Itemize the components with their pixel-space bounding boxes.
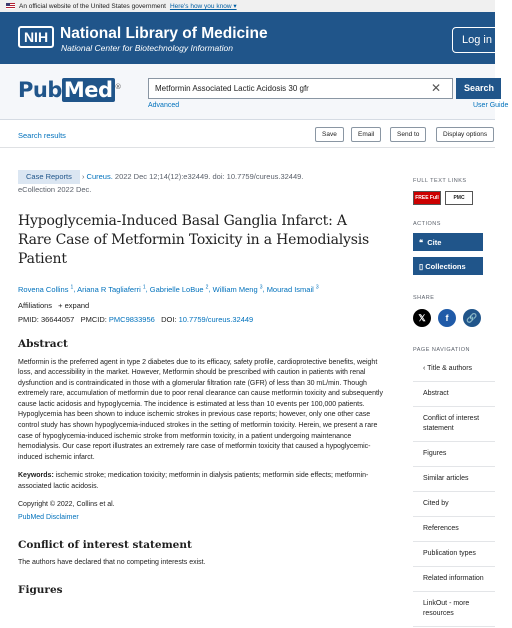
pubmed-logo[interactable] <box>18 78 121 102</box>
author-link[interactable]: Rovena Collins $^1$ <box>18 284 74 294</box>
nlm-header <box>0 12 495 64</box>
nav-abstract[interactable]: Abstract <box>413 382 495 407</box>
us-flag-icon <box>6 3 15 9</box>
author-link[interactable]: Ariana R Tagliaferri $^1$ <box>77 284 146 294</box>
pubmed-logo-pub: Pub <box>18 78 62 102</box>
nav-publication-types[interactable]: Publication types <box>413 542 495 567</box>
nav-linkout[interactable]: LinkOut - more resources <box>413 592 495 627</box>
article-toolbar <box>0 120 495 148</box>
cite-button[interactable] <box>413 233 483 251</box>
send-to-button[interactable]: Send to <box>390 127 426 142</box>
facebook-icon[interactable]: f <box>438 309 456 327</box>
page-navigation-heading: PAGE NAVIGATION <box>413 347 471 353</box>
clear-search-icon[interactable]: ✕ <box>431 81 442 95</box>
keywords-text: ischemic stroke; medication toxicity; metformin in dialysis patients; metformin side effects; metformin-associated lactic acidosis. <box>18 472 369 491</box>
share-buttons <box>413 309 495 327</box>
nav-references[interactable]: References <box>413 517 495 542</box>
full-text-logos <box>413 191 495 213</box>
share-heading: SHARE <box>413 295 435 301</box>
nav-similar-articles[interactable]: Similar articles <box>413 467 495 492</box>
affiliations-label: Affiliations <box>18 300 53 310</box>
pubmed-logo-med: Med <box>63 78 113 102</box>
author-link[interactable]: William Meng $^3$ <box>212 284 263 294</box>
pmcid-link[interactable]: PMC9833956 <box>108 314 155 324</box>
advanced-search-link[interactable]: Advanced <box>148 102 180 109</box>
article-title: Hypoglycemia-Induced Basal Ganglia Infarct: A Rare Case of Metformin Toxicity in a Hemodialysis Patient <box>18 213 369 267</box>
x-twitter-icon[interactable]: 𝕏 <box>413 309 431 327</box>
nav-related-information[interactable]: Related information <box>413 567 495 592</box>
expand-affiliations-button[interactable]: + expand <box>58 300 90 310</box>
affiliations-row <box>18 301 383 310</box>
copyright-text: Copyright © 2022, Collins et al. <box>18 500 115 508</box>
journal-link[interactable]: Cureus. <box>86 172 113 181</box>
keywords-label: Keywords: <box>18 472 54 480</box>
collections-button[interactable] <box>413 257 483 275</box>
ecollection-text: eCollection 2022 Dec. <box>18 185 92 194</box>
nav-conflict-of-interest[interactable]: Conflict of interest statement <box>413 407 495 442</box>
registered-mark: ® <box>114 83 122 91</box>
display-options-button[interactable]: Display options <box>436 127 494 142</box>
coi-text: The authors have declared that no competing interests exist. <box>18 558 206 566</box>
coi-heading: Conflict of interest statement <box>18 538 192 551</box>
nav-figures[interactable]: Figures <box>413 442 495 467</box>
free-full-text-logo[interactable]: FREE Full text <box>413 191 441 205</box>
search-input[interactable] <box>148 78 453 99</box>
citation-line <box>18 170 383 184</box>
identifiers-row <box>18 315 383 324</box>
author-link[interactable]: Mourad Ismail $^3$ <box>266 284 319 294</box>
doi-link[interactable]: 10.7759/cureus.32449 <box>178 314 254 324</box>
collections-label: Collections <box>425 262 466 271</box>
gov-banner <box>0 0 495 12</box>
abstract-heading: Abstract <box>18 337 68 350</box>
author-list: Rovena Collins $^1$, Ariana R Tagliaferri $^1$, Gabrielle LoBue $^2$, William Meng $^3$, Mourad Ismail $^3$ <box>18 284 319 294</box>
actions-heading: ACTIONS <box>413 221 441 227</box>
nav-cited-by[interactable]: Cited by <box>413 492 495 517</box>
abstract-text: Metformin is the preferred agent in type 2 diabetes due to its efficacy, safety profile, cardioprotective benefits, weight loss, and accessibility in the market. However, Metformin should be prescribed with caution in patients with renal dysfunction and is contraindicated in those with a glomerular filtration rate (GFR) of less than 30 mL/min. Though extremely rare, accumulation of metformin due to poor renal clearance can cause metformin toxicity and subsequently cause lactic acidosis and hypoglycemia. The incidence is estimated at less than 10 events per 100,000 patients. Hypoglycemia has been shown to induce ischemic strokes in previous case reports; however, only one other case control study has shown hypoglycemia-induced strokes in the setting of metformin toxicity. Herein, we present a rare case of hypoglycemia-induced ischemic stroke from metformin toxicity, in a patient undergoing maintenance hemodialysis. Our case report illustrates an extremely rare case of metformin toxicity that caused a hypoglycemic-induced ischemic infarct. <box>18 358 383 461</box>
gov-banner-text: An official website of the United States government <box>19 2 166 10</box>
pubmed-disclaimer-link[interactable]: PubMed Disclaimer <box>18 513 79 521</box>
nih-logo[interactable]: NIH <box>18 26 54 48</box>
nav-title-authors[interactable]: ‹ Title & authors <box>413 357 495 382</box>
full-text-links-heading: FULL TEXT LINKS <box>413 178 467 184</box>
sidebar <box>413 178 495 627</box>
link-icon[interactable]: 🔗 <box>463 309 481 327</box>
chevron-left-icon: ‹ <box>423 365 428 372</box>
figures-heading: Figures <box>18 583 63 596</box>
page-navigation-list <box>413 357 495 627</box>
user-guide-link[interactable]: User Guide <box>473 102 509 109</box>
article-main <box>18 170 383 596</box>
author-link[interactable]: Gabrielle LoBue $^2$ <box>149 284 209 294</box>
pmcid-label: PMCID: <box>80 314 107 324</box>
search-results-link[interactable]: Search results <box>18 131 66 140</box>
chevron-right-icon: › <box>81 172 87 181</box>
quote-icon: ❝ <box>419 238 424 247</box>
ncbi-subtitle: National Center for Biotechnology Information <box>61 43 233 53</box>
pmid-label: PMID: <box>18 314 39 324</box>
keywords-row <box>18 471 383 492</box>
save-button[interactable]: Save <box>315 127 344 142</box>
doi-label: DOI: <box>161 314 177 324</box>
publication-type-badge[interactable]: Case Reports <box>18 170 80 184</box>
search-button[interactable]: Search <box>456 78 501 99</box>
login-button[interactable]: Log in <box>452 27 512 53</box>
nlm-title[interactable]: National Library of Medicine <box>60 25 268 42</box>
bookmark-icon: ▯ <box>419 262 424 271</box>
search-bar-area <box>0 64 509 120</box>
citation-text: 2022 Dec 12;14(12):e32449. doi: 10.7759/cureus.32449. <box>114 172 304 181</box>
pmid-value: 36644057 <box>40 314 75 324</box>
email-button[interactable]: Email <box>351 127 381 142</box>
heres-how-you-know-link[interactable]: Here's how you know ▾ <box>169 3 237 10</box>
cite-label: Cite <box>427 238 442 247</box>
pmc-logo[interactable]: PMC <box>445 191 473 205</box>
